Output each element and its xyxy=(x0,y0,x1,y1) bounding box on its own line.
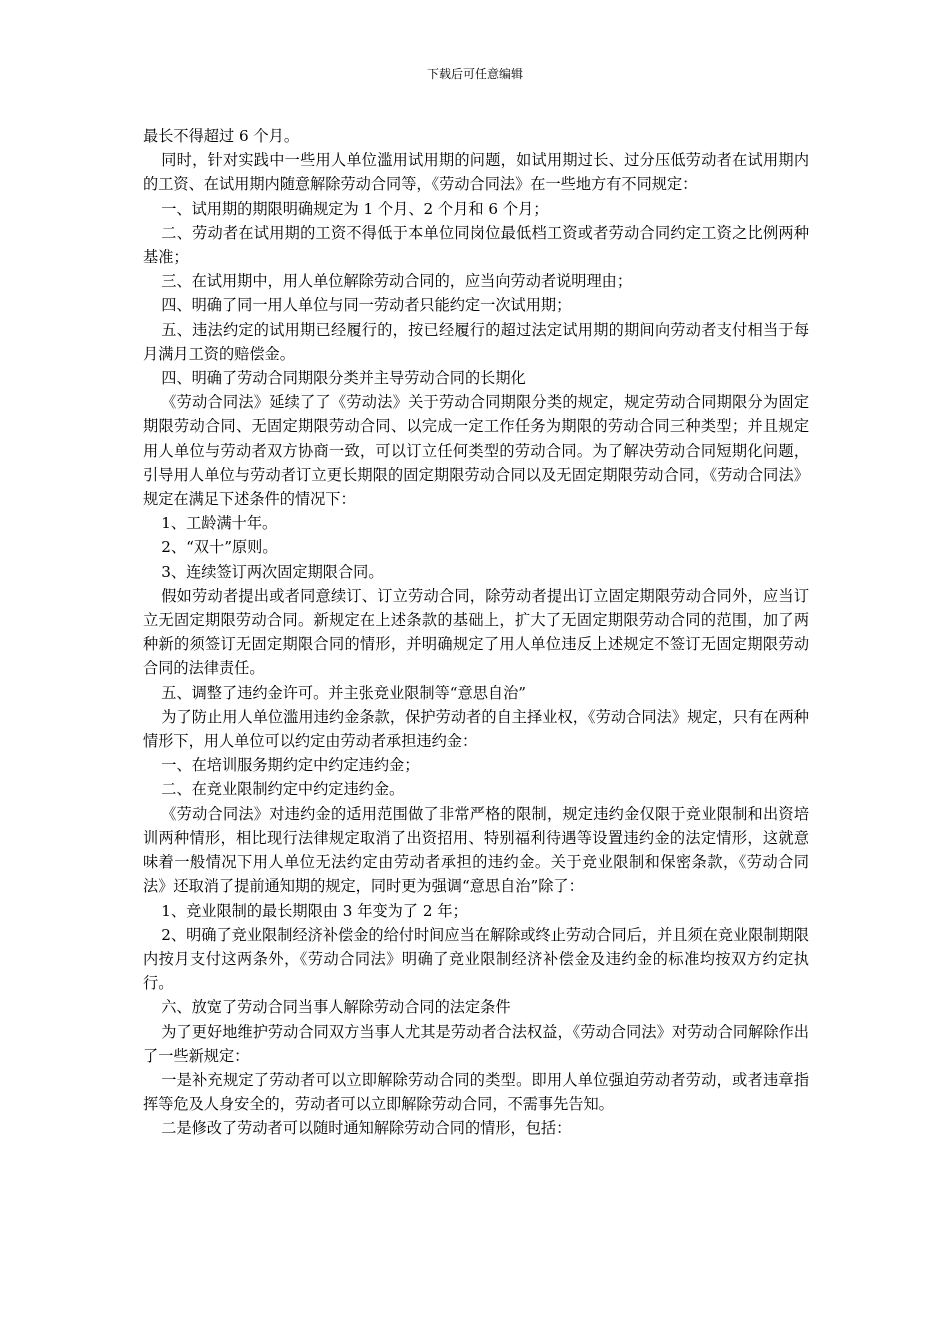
paragraph: 一是补充规定了劳动者可以立即解除劳动合同的类型。即用人单位强迫劳动者劳动，或者违章指挥等危及人身安全的，劳动者可以立即解除劳动合同，不需事先告知。 xyxy=(143,1070,809,1114)
paragraph: 一、试用期的期限明确规定为 1 个月、2 个月和 6 个月； xyxy=(161,199,549,218)
section-heading: 四、明确了劳动合同期限分类并主导劳动合同的长期化 xyxy=(161,369,526,388)
page-header: 下载后可任意编辑 xyxy=(426,67,523,81)
document-body xyxy=(143,124,809,1141)
paragraph: 《劳动合同法》延续了了《劳动法》关于劳动合同期限分类的规定，规定劳动合同期限分为固定期限劳动合同、无固定期限劳动合同、以完成一定工作任务为期限的劳动合同三种类型；并且规定用人单位与劳动者双方协商一致，可以订立任何类型的劳动合同。为了解决劳动合同短期化问题，引导用人单位与劳动者订立更长期限的固定期限劳动合同以及无固定期限劳动合同，《劳动合同法》规定在满足下述条件的情况下： xyxy=(143,393,809,509)
paragraph: 二、劳动者在试用期的工资不得低于本单位同岗位最低档工资或者劳动合同约定工资之比例两种基准； xyxy=(143,223,809,267)
paragraph: 三、在试用期中，用人单位解除劳动合同的，应当向劳动者说明理由； xyxy=(161,272,633,291)
paragraph: 《劳动合同法》对违约金的适用范围做了非常严格的限制，规定违约金仅限于竞业限制和出资培训两种情形，相比现行法律规定取消了出资招用、特别福利待遇等设置违约金的法定情形，这就意味着一般情况下用人单位无法约定由劳动者承担的违约金。关于竞业限制和保密条款，《劳动合同法》还取消了提前通知期的规定，同时更为强调“意思自治”除了： xyxy=(143,804,809,896)
paragraph: 最长不得超过 6 个月。 xyxy=(143,127,300,145)
list-item: 一、在培训服务期约定中约定违约金； xyxy=(161,756,420,775)
list-item: 2、明确了竞业限制经济补偿金的给付时间应当在解除或终止劳动合同后，并且须在竞业限制期限内按月支付这两条外，《劳动合同法》明确了竞业限制经济补偿金及违约金的标准均按双方约定执行。 xyxy=(143,925,809,993)
paragraph: 四、明确了同一用人单位与同一劳动者只能约定一次试用期； xyxy=(161,296,572,315)
list-item: 1、工龄满十年。 xyxy=(161,514,278,533)
paragraph: 为了更好地维护劳动合同双方当事人尤其是劳动者合法权益，《劳动合同法》对劳动合同解除作出了一些新规定： xyxy=(143,1022,809,1065)
list-item: 二、在竞业限制约定中约定违约金。 xyxy=(161,780,405,799)
paragraph: 二是修改了劳动者可以随时通知解除劳动合同的情形，包括： xyxy=(161,1119,572,1138)
list-item: 3、连续签订两次固定期限合同。 xyxy=(161,562,384,581)
paragraph: 同时，针对实践中一些用人单位滥用试用期的问题，如试用期过长、过分压低劳动者在试用期内的工资、在试用期内随意解除劳动合同等，《劳动合同法》在一些地方有不同规定： xyxy=(143,151,809,194)
list-item: 2、“双十”原则。 xyxy=(161,538,278,557)
paragraph: 五、违法约定的试用期已经履行的，按已经履行的超过法定试用期的期间向劳动者支付相当于每月满月工资的赔偿金。 xyxy=(143,320,809,363)
list-item: 1、竞业限制的最长期限由 3 年变为了 2 年； xyxy=(161,901,468,920)
paragraph: 假如劳动者提出或者同意续订、订立劳动合同，除劳动者提出订立固定期限劳动合同外，应当订立无固定期限劳动合同。新规定在上述条款的基础上，扩大了无固定期限劳动合同的范围，加了两种新的须签订无固定期限合同的情形，并明确规定了用人单位违反上述规定不签订无固定期限劳动合同的法律责任。 xyxy=(143,586,809,678)
section-heading: 五、调整了违约金许可。并主张竞业限制等“意思自治” xyxy=(161,683,527,702)
paragraph: 为了防止用人单位滥用违约金条款，保护劳动者的自主择业权，《劳动合同法》规定，只有在两种情形下，用人单位可以约定由劳动者承担违约金： xyxy=(143,707,809,751)
section-heading: 六、放宽了劳动合同当事人解除劳动合同的法定条件 xyxy=(161,998,511,1017)
